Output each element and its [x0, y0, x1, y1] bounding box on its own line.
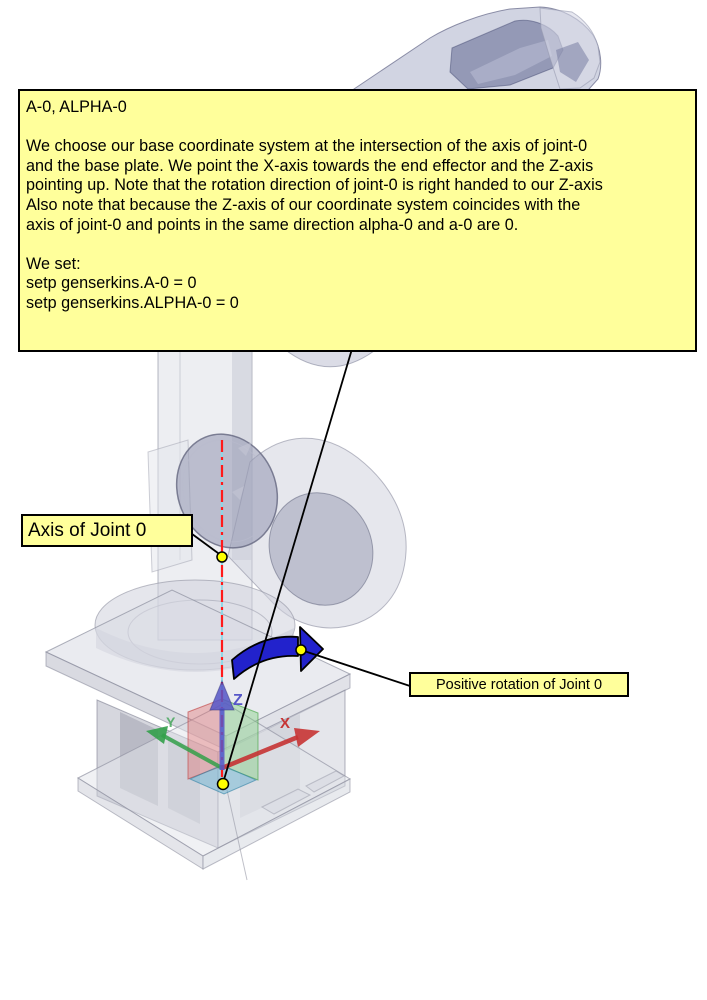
- note-line: Also note that because the Z-axis of our coordinate system coincides with the: [26, 195, 581, 214]
- note-title: A-0, ALPHA-0: [26, 98, 127, 116]
- positive-rotation-label: [409, 672, 629, 697]
- x-axis-label: X: [280, 715, 291, 732]
- note-line: We set:: [26, 254, 81, 273]
- positive-rotation-label-text: Positive rotation of Joint 0: [435, 676, 603, 693]
- axis-of-joint-label-text: Axis of Joint 0: [28, 519, 147, 541]
- note-line: [26, 235, 695, 255]
- note-line: [26, 118, 695, 138]
- rotation-point-marker: [296, 645, 306, 655]
- note-line: pointing up. Note that the rotation direction of joint-0 is right handed to our Z-axis: [26, 176, 603, 195]
- note-line: We choose our base coordinate system at the intersection of the axis of joint-0: [26, 137, 588, 156]
- y-axis-label: Y: [166, 714, 176, 730]
- note-line: setp genserkins.ALPHA-0 = 0: [26, 293, 239, 312]
- axis-of-joint-label: [21, 514, 193, 547]
- axis-point-marker: [217, 552, 227, 562]
- note-line: axis of joint-0 and points in the same direction alpha-0 and a-0 are 0.: [26, 215, 519, 234]
- note-line: and the base plate. We point the X-axis towards the end effector and the Z-axis: [26, 156, 594, 175]
- note-line: setp genserkins.A-0 = 0: [26, 274, 197, 293]
- origin-marker: [218, 779, 229, 790]
- robot-arm: [348, 7, 601, 93]
- note-box: [18, 89, 697, 352]
- z-axis-label: Z: [233, 692, 243, 709]
